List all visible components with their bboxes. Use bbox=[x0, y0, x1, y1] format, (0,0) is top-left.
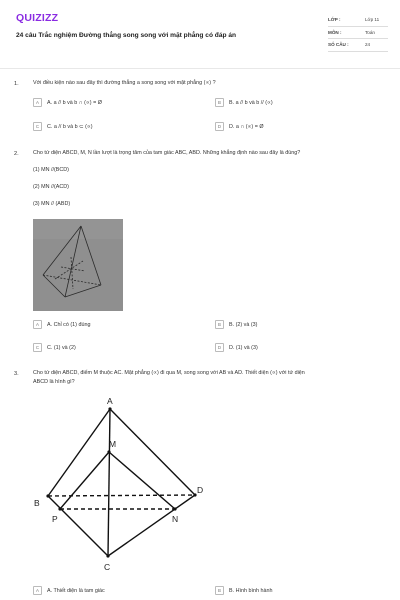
statement-2: (2) MN //(ACD) bbox=[33, 184, 69, 190]
quizizz-logo: QUIZIZZ bbox=[16, 12, 59, 24]
option-text: C. a // b và b ⊂ (∝) bbox=[47, 123, 93, 130]
edge-bc bbox=[48, 496, 108, 556]
option-text: D. a ∩ (∝) = Ø bbox=[229, 123, 264, 130]
label-b: B bbox=[34, 498, 40, 508]
option-text: A. Chỉ có (1) đúng bbox=[47, 321, 91, 328]
document-header bbox=[0, 0, 400, 62]
question-number: 3. bbox=[14, 371, 19, 377]
option-text: C. (1) và (2) bbox=[47, 344, 76, 351]
tetrahedron-diagram bbox=[30, 392, 220, 574]
option-letter-box: D bbox=[215, 122, 224, 131]
option-letter-box: B bbox=[215, 586, 224, 595]
question-text-cont: ABCD là hình gì? bbox=[33, 379, 75, 385]
question-number: 1. bbox=[14, 81, 19, 87]
option-letter-box: B bbox=[215, 98, 224, 107]
label-m: M bbox=[109, 439, 117, 449]
option-text: A. Thiết diện là tam giác bbox=[47, 587, 105, 594]
question-text: Cho tứ diện ABCD, M, N lần lượt là trọng tâm của tam giác ABC, ABD. Những khẳng định nào sau đây là đúng? bbox=[33, 150, 301, 156]
option-text: B. (2) và (3) bbox=[229, 321, 258, 328]
option-letter-box: D bbox=[215, 343, 224, 352]
label-p: P bbox=[52, 514, 58, 524]
question-text: Với điều kiện nào sau đây thì đường thẳng a song song với mặt phẳng (∝) ? bbox=[33, 80, 216, 86]
option-letter-box: A bbox=[33, 98, 42, 107]
document-title: 24 câu Trắc nghiệm Đường thẳng song song với mặt phẳng có đáp án bbox=[16, 32, 237, 39]
statement-3: (3) MN // (ABD) bbox=[33, 201, 71, 207]
question-text: Cho tứ diện ABCD, điểm M thuộc AC. Mặt phẳng (∝) đi qua M, song song với AB và AD. Thiết diện (∝) với tứ diện bbox=[33, 370, 305, 376]
option-letter-box: A bbox=[33, 320, 42, 329]
header-divider bbox=[0, 68, 400, 69]
option-letter-box: A bbox=[33, 586, 42, 595]
section-mp bbox=[60, 452, 109, 509]
option-letter-box: C bbox=[33, 122, 42, 131]
question-number: 2. bbox=[14, 151, 19, 157]
edge-ad bbox=[110, 409, 195, 495]
edge-ac bbox=[108, 409, 110, 556]
option-letter-box: C bbox=[33, 343, 42, 352]
label-c: C bbox=[104, 562, 111, 572]
meta-value: 24 bbox=[365, 42, 371, 47]
document-meta bbox=[328, 14, 388, 52]
meta-row-count bbox=[328, 39, 388, 52]
option-text: D. (1) và (3) bbox=[229, 344, 258, 351]
edge-cd bbox=[108, 495, 195, 556]
meta-key: MÔN : bbox=[328, 29, 342, 35]
tetrahedron-sketch bbox=[33, 219, 123, 311]
option-text: B. Hình bình hành bbox=[229, 587, 273, 594]
meta-key: LỚP : bbox=[328, 17, 341, 22]
option-text: B. a // b và b // (∝) bbox=[229, 99, 273, 106]
meta-row-subject bbox=[328, 27, 388, 40]
edge-ab bbox=[48, 409, 110, 496]
option-text: A. a // b và b ∩ (∝) = Ø bbox=[47, 99, 102, 106]
label-n: N bbox=[172, 514, 179, 524]
meta-row-class bbox=[328, 14, 388, 27]
statement-1: (1) MN //(BCD) bbox=[33, 167, 69, 173]
edge-bd-hidden bbox=[48, 495, 195, 496]
meta-value: Lớp 11 bbox=[365, 17, 380, 22]
tetrahedron-photo bbox=[33, 219, 123, 311]
section-mn bbox=[109, 452, 175, 509]
label-a: A bbox=[107, 396, 113, 406]
meta-value: Toán bbox=[365, 29, 375, 35]
option-letter-box: B bbox=[215, 320, 224, 329]
meta-key: SỐ CÂU : bbox=[328, 42, 349, 47]
label-d: D bbox=[197, 485, 204, 495]
